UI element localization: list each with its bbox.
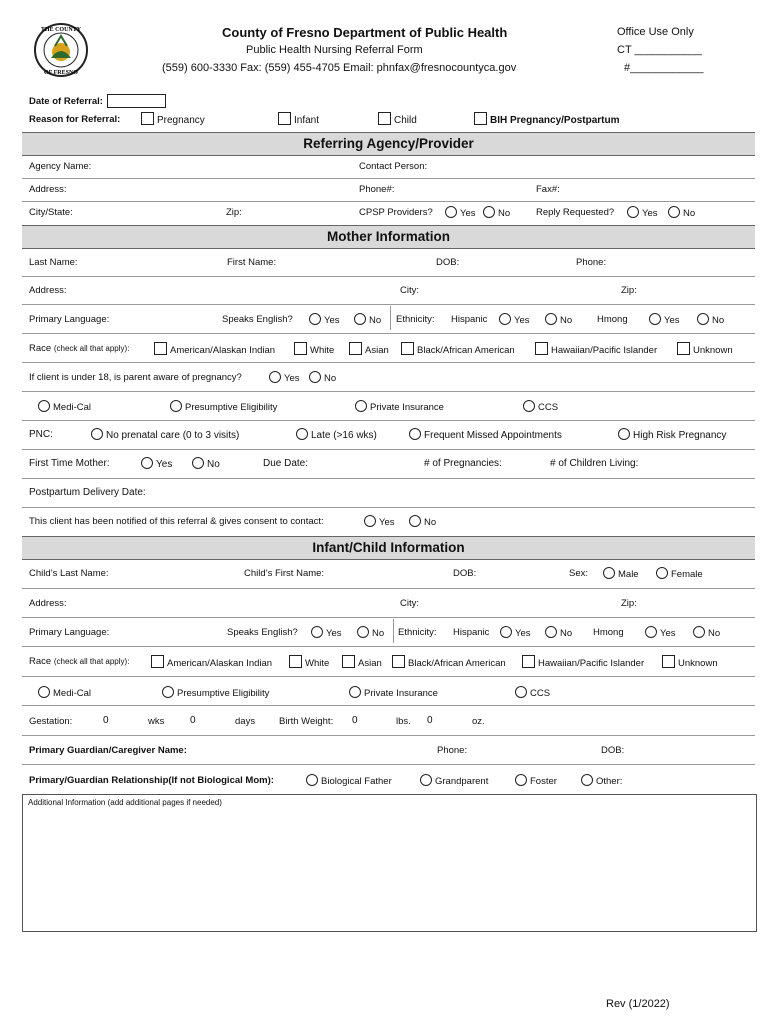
- divider: [22, 391, 755, 392]
- reply-label: Reply Requested?: [536, 207, 615, 218]
- reason-label: Reason for Referral:: [29, 114, 121, 125]
- mother-hmong-yes[interactable]: Yes: [649, 313, 680, 326]
- mother-language-label: Primary Language:: [29, 314, 110, 325]
- child-presumptive[interactable]: Presumptive Eligibility: [162, 686, 269, 699]
- reason-infant[interactable]: Infant: [278, 112, 319, 126]
- gestation-label: Gestation:: [29, 716, 73, 727]
- cpsp-yes[interactable]: Yes: [445, 206, 476, 219]
- radio[interactable]: [91, 428, 103, 440]
- checkbox[interactable]: [677, 342, 690, 355]
- county-seal-logo: [33, 22, 89, 78]
- agency-fax-label: Fax#:: [536, 184, 560, 195]
- contact-info: (559) 600-3330 Fax: (559) 455-4705 Email: phnfax@fresnocountyca.gov: [162, 62, 517, 74]
- mother-race-unknown[interactable]: Unknown: [677, 342, 733, 356]
- radio[interactable]: [141, 457, 153, 469]
- days-label: days: [235, 716, 256, 727]
- mother-hmong-no[interactable]: No: [697, 313, 724, 326]
- checkbox[interactable]: [342, 655, 355, 668]
- radio[interactable]: [162, 686, 174, 698]
- radio[interactable]: [603, 567, 615, 579]
- radio[interactable]: [668, 206, 680, 218]
- radio[interactable]: [409, 428, 421, 440]
- mother-phone-label: Phone:: [576, 257, 607, 268]
- checkbox[interactable]: [294, 342, 307, 355]
- child-private-insurance[interactable]: Private Insurance: [349, 686, 438, 699]
- radio[interactable]: [697, 313, 709, 325]
- radio[interactable]: [515, 774, 527, 786]
- checkbox[interactable]: [349, 342, 362, 355]
- child-zip-label: Zip:: [621, 598, 637, 609]
- child-sex-label: Sex:: [569, 568, 589, 579]
- radio[interactable]: [693, 626, 705, 638]
- form-subtitle: Public Health Nursing Referral Form: [246, 44, 423, 56]
- child-race-label: Race (check all that apply):: [29, 656, 130, 667]
- radio[interactable]: [523, 400, 535, 412]
- child-race-asian[interactable]: Asian: [342, 655, 382, 669]
- parent-aware-label: If client is under 18, is parent aware of pregnancy?: [29, 372, 242, 383]
- agency-city-label: City/State:: [29, 207, 73, 218]
- mother-hispanic-yes[interactable]: Yes: [499, 313, 530, 326]
- date-of-referral-label: Date of Referral:: [29, 96, 103, 107]
- child-speaks-english-label: Speaks English?: [227, 627, 298, 638]
- svg-text:OF FRESNO: OF FRESNO: [44, 70, 78, 76]
- birth-weight-label: Birth Weight:: [279, 716, 334, 727]
- child-dob-label: DOB:: [453, 568, 477, 579]
- divider: [22, 588, 755, 589]
- postpartum-label: Postpartum Delivery Date:: [29, 487, 146, 498]
- section-header-agency: Referring Agency/Provider: [22, 132, 755, 156]
- relation-other[interactable]: Other:: [581, 774, 622, 787]
- relation-bio-father[interactable]: Biological Father: [306, 774, 392, 787]
- radio[interactable]: [499, 313, 511, 325]
- divider: [22, 276, 755, 277]
- mother-first-name-label: First Name:: [227, 257, 277, 268]
- mother-english-no[interactable]: No: [354, 313, 381, 326]
- guardian-name-label: Primary Guardian/Caregiver Name:: [29, 745, 187, 756]
- child-race-hawaiian[interactable]: Hawaiian/Pacific Islander: [522, 655, 644, 669]
- divider: [22, 362, 755, 363]
- first-time-mother-label: First Time Mother:: [29, 458, 110, 469]
- mother-presumptive[interactable]: Presumptive Eligibility: [170, 400, 277, 413]
- divider: [22, 617, 755, 618]
- child-hmong-label: Hmong: [593, 627, 624, 638]
- child-medical[interactable]: Medi-Cal: [38, 686, 91, 699]
- divider: [22, 449, 755, 450]
- child-race-aian[interactable]: American/Alaskan Indian: [151, 655, 272, 669]
- radio[interactable]: [38, 686, 50, 698]
- mother-zip-label: Zip:: [621, 285, 637, 296]
- checkbox[interactable]: [289, 655, 302, 668]
- radio[interactable]: [349, 686, 361, 698]
- relation-foster[interactable]: Foster: [515, 774, 557, 787]
- radio[interactable]: [309, 371, 321, 383]
- parent-aware-no[interactable]: No: [309, 371, 336, 384]
- num-pregnancies-label: # of Pregnancies:: [424, 458, 502, 469]
- divider: [22, 201, 755, 202]
- radio[interactable]: [645, 626, 657, 638]
- child-city-label: City:: [400, 598, 419, 609]
- divider: [22, 735, 755, 736]
- mother-address-label: Address:: [29, 285, 67, 296]
- radio[interactable]: [545, 626, 557, 638]
- agency-address-label: Address:: [29, 184, 67, 195]
- radio[interactable]: [420, 774, 432, 786]
- child-race-unknown[interactable]: Unknown: [662, 655, 718, 669]
- child-language-label: Primary Language:: [29, 627, 110, 638]
- contact-person-label: Contact Person:: [359, 161, 428, 172]
- radio[interactable]: [364, 515, 376, 527]
- checkbox[interactable]: [401, 342, 414, 355]
- guardian-phone-label: Phone:: [437, 745, 468, 756]
- divider: [22, 478, 755, 479]
- radio[interactable]: [618, 428, 630, 440]
- child-hispanic-no[interactable]: No: [545, 626, 572, 639]
- num-children-label: # of Children Living:: [550, 458, 639, 469]
- child-hmong-no[interactable]: No: [693, 626, 720, 639]
- child-race-white[interactable]: White: [289, 655, 329, 669]
- checkbox[interactable]: [278, 112, 291, 125]
- due-date-label: Due Date:: [263, 458, 309, 469]
- mother-race-asian[interactable]: Asian: [349, 342, 389, 356]
- date-of-referral-field[interactable]: [107, 94, 166, 108]
- parent-aware-yes[interactable]: Yes: [269, 371, 300, 384]
- child-address-label: Address:: [29, 598, 67, 609]
- radio[interactable]: [269, 371, 281, 383]
- radio[interactable]: [192, 457, 204, 469]
- divider: [22, 764, 755, 765]
- pnc-label: PNC:: [29, 429, 53, 440]
- child-ccs[interactable]: CCS: [515, 686, 550, 699]
- oz-label: oz.: [472, 716, 485, 727]
- mother-city-label: City:: [400, 285, 419, 296]
- section-header-mother: Mother Information: [22, 225, 755, 249]
- office-ct: CT ___________: [617, 44, 702, 56]
- mother-hmong-label: Hmong: [597, 314, 628, 325]
- checkbox[interactable]: [141, 112, 154, 125]
- radio[interactable]: [357, 626, 369, 638]
- wks-label: wks: [148, 716, 165, 727]
- mother-speaks-english-label: Speaks English?: [222, 314, 293, 325]
- divider: [22, 304, 755, 305]
- radio[interactable]: [581, 774, 593, 786]
- radio[interactable]: [627, 206, 639, 218]
- radio[interactable]: [311, 626, 323, 638]
- relation-grandparent[interactable]: Grandparent: [420, 774, 488, 787]
- radio[interactable]: [170, 400, 182, 412]
- consent-no[interactable]: No: [409, 515, 436, 528]
- mother-hispanic-label: Hispanic: [451, 314, 488, 325]
- reply-no[interactable]: No: [668, 206, 695, 219]
- radio[interactable]: [38, 400, 50, 412]
- radio[interactable]: [545, 313, 557, 325]
- additional-info-label: Additional Information (add additional pages if needed): [28, 798, 222, 807]
- mother-private-insurance[interactable]: Private Insurance: [355, 400, 444, 413]
- first-time-no[interactable]: No: [192, 457, 220, 470]
- agency-name-label: Agency Name:: [29, 161, 92, 172]
- first-time-yes[interactable]: Yes: [141, 457, 172, 470]
- divider: [393, 619, 394, 643]
- additional-info-box[interactable]: [22, 794, 757, 932]
- pnc-late[interactable]: Late (>16 wks): [296, 428, 377, 441]
- checkbox[interactable]: [154, 342, 167, 355]
- radio[interactable]: [306, 774, 318, 786]
- child-race-black[interactable]: Black/African American: [392, 655, 506, 669]
- radio[interactable]: [500, 626, 512, 638]
- divider: [22, 676, 755, 677]
- pnc-none[interactable]: No prenatal care (0 to 3 visits): [91, 428, 239, 441]
- radio[interactable]: [483, 206, 495, 218]
- cpsp-no[interactable]: No: [483, 206, 510, 219]
- child-english-no[interactable]: No: [357, 626, 384, 639]
- child-ethnicity-label: Ethnicity:: [398, 627, 437, 638]
- cpsp-label: CPSP Providers?: [359, 207, 433, 218]
- radio[interactable]: [656, 567, 668, 579]
- gestation-weeks-field[interactable]: 0: [103, 715, 109, 726]
- child-first-name-label: Child’s First Name:: [244, 568, 325, 579]
- checkbox[interactable]: [378, 112, 391, 125]
- guardian-dob-label: DOB:: [601, 745, 625, 756]
- child-hispanic-yes[interactable]: Yes: [500, 626, 531, 639]
- radio[interactable]: [355, 400, 367, 412]
- sex-female[interactable]: Female: [656, 567, 703, 580]
- radio[interactable]: [296, 428, 308, 440]
- reason-bih[interactable]: BIH Pregnancy/Postpartum: [474, 112, 619, 126]
- checkbox[interactable]: [474, 112, 487, 125]
- reply-yes[interactable]: Yes: [627, 206, 658, 219]
- agency-phone-label: Phone#:: [359, 184, 395, 195]
- radio[interactable]: [309, 313, 321, 325]
- reason-child[interactable]: Child: [378, 112, 417, 126]
- pnc-missed[interactable]: Frequent Missed Appointments: [409, 428, 562, 441]
- mother-ccs[interactable]: CCS: [523, 400, 558, 413]
- sex-male[interactable]: Male: [603, 567, 639, 580]
- mother-race-white[interactable]: White: [294, 342, 334, 356]
- checkbox[interactable]: [151, 655, 164, 668]
- mother-hispanic-no[interactable]: No: [545, 313, 572, 326]
- form-title: County of Fresno Department of Public Health: [222, 25, 508, 40]
- radio[interactable]: [409, 515, 421, 527]
- divider: [22, 420, 755, 421]
- revision-label: Rev (1/2022): [606, 998, 670, 1010]
- divider: [22, 178, 755, 179]
- mother-race-aian[interactable]: American/Alaskan Indian: [154, 342, 275, 356]
- child-hmong-yes[interactable]: Yes: [645, 626, 676, 639]
- divider: [22, 333, 755, 334]
- gestation-days-field[interactable]: 0: [190, 715, 196, 726]
- mother-race-black[interactable]: Black/African American: [401, 342, 515, 356]
- mother-medical[interactable]: Medi-Cal: [38, 400, 91, 413]
- lbs-label: lbs.: [396, 716, 411, 727]
- mother-race-label: Race (check all that apply):: [29, 343, 130, 354]
- birth-weight-oz-field[interactable]: 0: [427, 715, 433, 726]
- mother-last-name-label: Last Name:: [29, 257, 78, 268]
- consent-label: This client has been notified of this referral & gives consent to contact:: [29, 516, 324, 527]
- reason-pregnancy[interactable]: Pregnancy: [141, 112, 205, 126]
- checkbox[interactable]: [535, 342, 548, 355]
- birth-weight-lbs-field[interactable]: 0: [352, 715, 358, 726]
- office-number: #____________: [624, 62, 704, 74]
- consent-yes[interactable]: Yes: [364, 515, 395, 528]
- mother-dob-label: DOB:: [436, 257, 460, 268]
- divider: [22, 705, 755, 706]
- radio[interactable]: [354, 313, 366, 325]
- checkbox[interactable]: [662, 655, 675, 668]
- section-header-infant: Infant/Child Information: [22, 536, 755, 560]
- mother-ethnicity-label: Ethnicity:: [396, 314, 435, 325]
- mother-english-yes[interactable]: Yes: [309, 313, 340, 326]
- child-english-yes[interactable]: Yes: [311, 626, 342, 639]
- child-last-name-label: Child’s Last Name:: [29, 568, 109, 579]
- agency-zip-label: Zip:: [226, 207, 242, 218]
- divider: [22, 507, 755, 508]
- office-use-label: Office Use Only: [617, 26, 694, 38]
- pnc-high-risk[interactable]: High Risk Pregnancy: [618, 428, 726, 441]
- svg-text:THE COUNTY: THE COUNTY: [40, 27, 82, 33]
- mother-race-hawaiian[interactable]: Hawaiian/Pacific Islander: [535, 342, 657, 356]
- radio[interactable]: [445, 206, 457, 218]
- divider: [390, 306, 391, 330]
- radio[interactable]: [649, 313, 661, 325]
- divider: [22, 646, 755, 647]
- checkbox[interactable]: [392, 655, 405, 668]
- child-hispanic-label: Hispanic: [453, 627, 490, 638]
- checkbox[interactable]: [522, 655, 535, 668]
- relationship-label: Primary/Guardian Relationship(If not Biological Mom):: [29, 775, 274, 786]
- radio[interactable]: [515, 686, 527, 698]
